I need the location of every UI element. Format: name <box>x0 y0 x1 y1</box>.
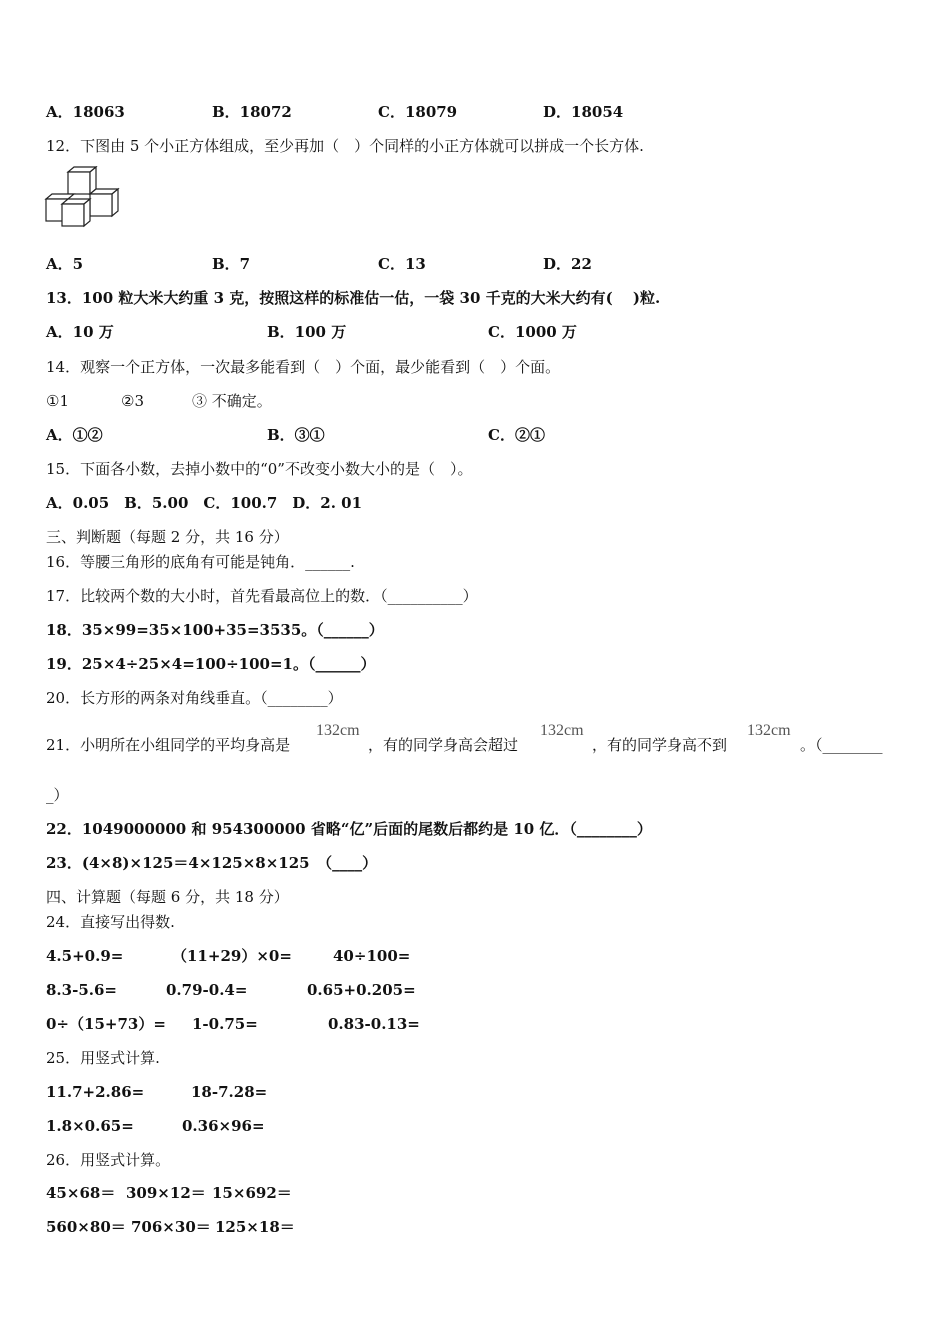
q24-expr: 0.65+0.205= <box>307 981 416 999</box>
q24-expr: 40÷100= <box>333 947 411 965</box>
q21-part2: ，有的同学身高会超过 <box>368 736 519 754</box>
q26-stem: 26．用竖式计算。 <box>46 1151 171 1169</box>
q12-option-b: B．7 <box>212 255 251 273</box>
q14-option-b: B．③① <box>267 426 325 444</box>
q24-expr: 1-0.75= <box>192 1015 258 1033</box>
q26-expr: 706×30＝ <box>131 1218 211 1236</box>
q24-expr: 0.83-0.13= <box>328 1015 420 1033</box>
q25-stem: 25．用竖式计算. <box>46 1049 160 1067</box>
q14-choice-2: ②3 <box>121 392 144 410</box>
q14-option-a: A．①② <box>46 426 103 444</box>
q19: 19．25×4÷25×4=100÷100=1。（______） <box>46 655 376 673</box>
q21-height-2: 132cm <box>540 722 584 739</box>
q25-expr: 11.7+2.86= <box>46 1083 145 1101</box>
q20: 20．长方形的两条对角线垂直。（________） <box>46 689 343 707</box>
q24-expr: 0.79-0.4= <box>166 981 248 999</box>
q23: 23．(4×8)×125＝4×125×8×125 （____） <box>46 854 378 872</box>
q25-expr: 1.8×0.65= <box>46 1117 134 1135</box>
q14-option-c: C．②① <box>488 426 545 444</box>
q15-options: A．0.05 B．5.00 C．100.7 D．2. 01 <box>46 494 363 512</box>
section-3-heading: 三、判断题（每题 2 分，共 16 分） <box>46 528 289 546</box>
q25-expr: 0.36×96= <box>182 1117 265 1135</box>
q14-choice-3: ③ 不确定。 <box>192 392 272 410</box>
q24-stem: 24．直接写出得数. <box>46 913 175 931</box>
q11-option-a: A．18063 <box>46 103 125 121</box>
q12-option-c: C．13 <box>378 255 426 273</box>
q11-option-c: C．18079 <box>378 103 458 121</box>
q16: 16．等腰三角形的底角有可能是钝角．______. <box>46 553 355 571</box>
q26-expr: 45×68＝ <box>46 1184 116 1202</box>
section-4-heading: 四、计算题（每题 6 分，共 18 分） <box>46 888 289 906</box>
q25-expr: 18-7.28= <box>191 1083 268 1101</box>
q13-option-b: B．100 万 <box>267 323 347 341</box>
q21-height-1: 132cm <box>316 722 360 739</box>
cube-figure <box>44 166 122 234</box>
q24-expr: 0÷（15+73）= <box>46 1015 166 1033</box>
q14-choice-1: ①1 <box>46 392 69 410</box>
q21-tail: _） <box>46 786 69 804</box>
q12-stem: 12．下图由 5 个小正方体组成，至少再加（ ）个同样的小正方体就可以拼成一个长方体. <box>46 137 644 155</box>
q26-expr: 15×692＝ <box>212 1184 292 1202</box>
q13-option-a: A．10 万 <box>46 323 114 341</box>
q26-expr: 560×80＝ <box>46 1218 126 1236</box>
q21-part3: ，有的同学身高不到 <box>592 736 728 754</box>
q26-expr: 309×12＝ <box>126 1184 206 1202</box>
q13-option-c: C．1000 万 <box>488 323 577 341</box>
q11-option-d: D．18054 <box>543 103 624 121</box>
q18: 18．35×99=35×100+35=3535。（______） <box>46 621 384 639</box>
q21-height-3: 132cm <box>747 722 791 739</box>
q24-expr: （11+29）×0= <box>172 947 292 965</box>
q13-stem: 13．100 粒大米大约重 3 克，按照这样的标准估一估，一袋 30 千克的大米大约有( )粒. <box>46 289 661 307</box>
q17: 17．比较两个数的大小时，首先看最高位上的数．（__________） <box>46 587 478 605</box>
q22: 22．1049000000 和 954300000 省略“亿”后面的尾数后都约是 10 亿．（________） <box>46 820 652 838</box>
q14-stem: 14．观察一个正方体，一次最多能看到（ ）个面，最少能看到（ ）个面。 <box>46 358 561 376</box>
q21-part4: 。（________ <box>800 736 883 754</box>
q26-expr: 125×18＝ <box>215 1218 295 1236</box>
q12-option-a: A．5 <box>46 255 84 273</box>
q12-option-d: D．22 <box>543 255 592 273</box>
q24-expr: 8.3-5.6= <box>46 981 117 999</box>
q11-option-b: B．18072 <box>212 103 292 121</box>
q15-stem: 15．下面各小数，去掉小数中的“0”不改变小数大小的是（ ）。 <box>46 460 473 478</box>
q24-expr: 4.5+0.9= <box>46 947 124 965</box>
q21-part1: 21．小明所在小组同学的平均身高是 <box>46 736 291 754</box>
